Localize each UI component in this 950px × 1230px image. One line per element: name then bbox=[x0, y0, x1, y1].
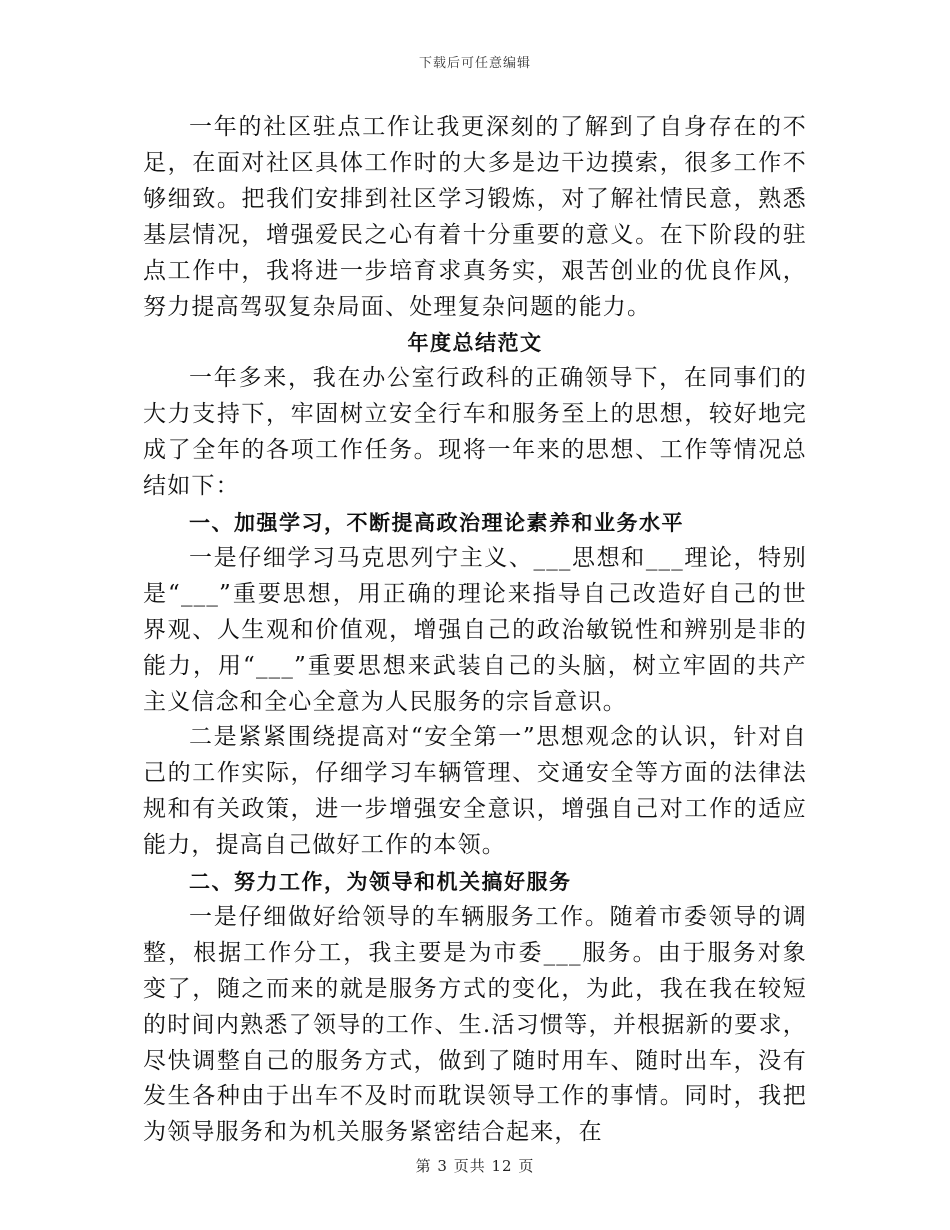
section-2-paragraph-1: 一是仔细做好给领导的车辆服务工作。随着市委领导的调整，根据工作分工，我主要是为市委___服务。由于服务对象变了，随之而来的就是服务方式的变化，为此，我在我在较短的时间内熟悉了领导的工作、生.活习惯等，并根据新的要求，尽快调整自己的服务方式，做到了随时用车、随时出车，没有发生各种由于出车不及时而耽误领导工作的事情。同时，我把为领导服务和为机关服务紧密结合起来，在 bbox=[143, 903, 807, 1146]
section-heading-1: 一、加强学习，不断提高政治理论素养和业务水平 bbox=[189, 509, 684, 535]
document-title: 年度总结范文 bbox=[407, 330, 543, 356]
page-header: 下载后可任意编辑 bbox=[418, 56, 531, 71]
intro-paragraph: 一年的社区驻点工作让我更深刻的了解到了自身存在的不足，在面对社区具体工作时的大多是边干边摸索，很多工作不够细致。把我们安排到社区学习锻炼，对了解社情民意，熟悉基层情况，增强爱民之心有着十分重要的意义。在下阶段的驻点工作中，我将进一步培育求真务实，艰苦创业的优良作风，努力提高驾驭复杂局面、处理复杂问题的能力。 bbox=[143, 114, 807, 320]
section-heading-2: 二、努力工作，为领导和机关搞好服务 bbox=[189, 869, 572, 895]
section-1-paragraph-1: 一是仔细学习马克思列宁主义、___思想和___理论，特别是“___”重要思想，用正确的理论来指导自己改造好自己的世界观、人生观和价值观，增强自己的政治敏锐性和辨别是非的能力，用“___”重要思想来武装自己的头脑，树立牢固的共产主义信念和全心全意为人民服务的宗旨意识。 bbox=[143, 544, 807, 715]
section-1-paragraph-2: 二是紧紧围绕提高对“安全第一”思想观念的认识，针对自己的工作实际，仔细学习车辆管理、交通安全等方面的法律法规和有关政策，进一步增强安全意识，增强自己对工作的适应能力，提高自己做好工作的本领。 bbox=[143, 724, 807, 859]
page-number: 第 3 页共 12 页 bbox=[415, 1157, 535, 1175]
summary-intro-paragraph: 一年多来，我在办公室行政科的正确领导下，在同事们的大力支持下，牢固树立安全行车和服务至上的思想，较好地完成了全年的各项工作任务。现将一年来的思想、工作等情况总结如下： bbox=[143, 365, 807, 500]
document-body bbox=[143, 110, 807, 1151]
